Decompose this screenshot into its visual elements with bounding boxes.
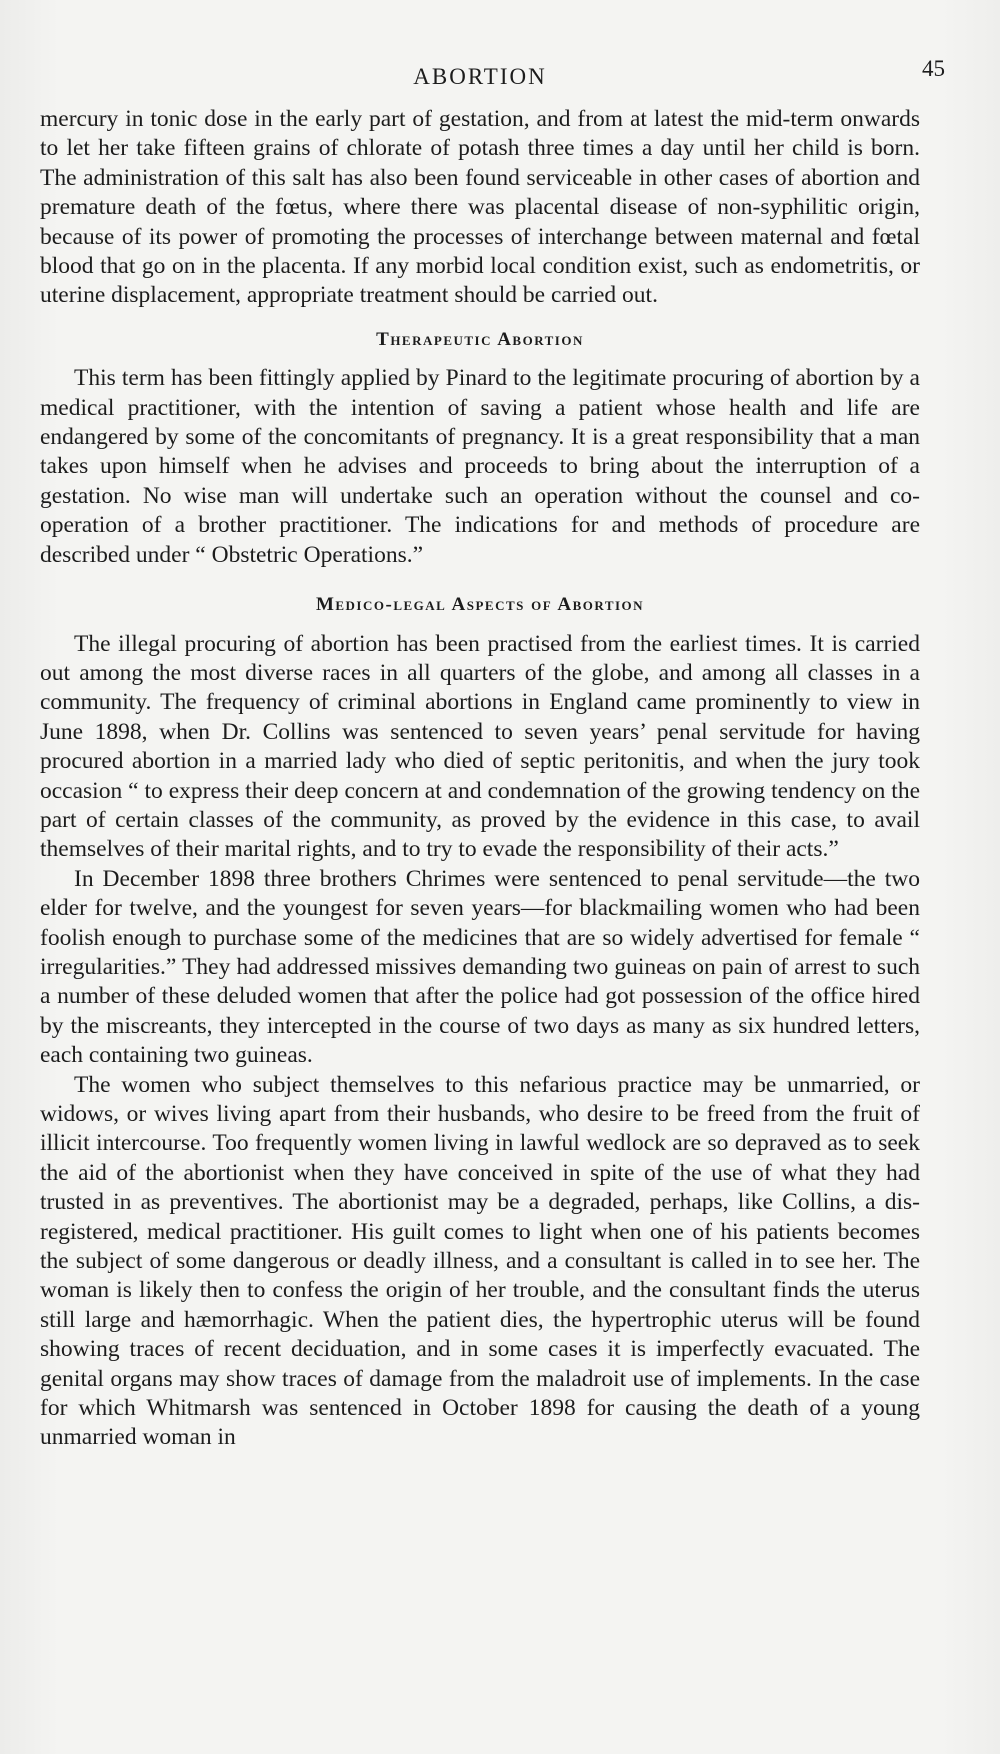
- section-heading-medico-legal-aspects: Medico-legal Aspects of Abortion: [315, 594, 645, 616]
- paragraph-abortionist-practice: The women who subject themselves to this nefarious practice may be unmarried, or widows, or wives living apart from their husbands, who desire to be freed from the fruit of illicit intercourse. Too frequently women living in lawful wedlock are so depraved as to seek the aid of the abortionist when they have conceived in spite of the use of what they had trusted in as preventives. The abortionist may be a degraded, perhaps, like Collins, a dis-registered, medical practitioner. His guilt comes to light when one of his patients becomes the subject of some dangerous or deadly illness, and a consultant is called in to see her. The woman is likely then to confess the origin of her trouble, and the consultant finds the uterus still large and hæmorrhagic. When the patient dies, the hypertrophic uterus will be found showing traces of recent deciduation, and in some cases it is imperfectly evacuated. The genital organs may show traces of damage from the maladroit use of implements. In the case for which Whitmarsh was sentenced in October 1898 for causing the death of a young unmarried woman in: [40, 1071, 920, 1451]
- paragraph-illegal-procuring: The illegal procuring of abortion has been practised from the earliest times. It is carried out among the most diverse races in all quarters of the globe, and among all classes in a community. The frequency of criminal abortions in England came prominently to view in June 1898, when Dr. Collins was sentenced to seven years’ penal servitude for having procured abortion in a married lady who died of septic peritonitis, and when the jury took occasion “ to express their deep concern at and condemnation of the growing tendency on the part of certain classes of the community, as proved by the evidence in this case, to avail themselves of their marital rights, and to try to evade the responsibility of their acts.”: [40, 630, 920, 863]
- paragraph-chrimes-case: In December 1898 three brothers Chrimes were sentenced to penal servitude—the two elder for twelve, and the youngest for seven years—for blackmailing women who had been foolish enough to purchase some of the medicines that are so widely advertised for female “ irregularities.” They had addressed missives demanding two guineas on pain of arrest to such a number of these deluded women that after the police had got possession of the office hired by the miscreants, they intercepted in the course of two days as many as six hundred letters, each containing two guineas.: [40, 865, 920, 1069]
- section-heading-therapeutic-abortion: Therapeutic Abortion: [376, 328, 584, 350]
- paragraph-continued: mercury in tonic dose in the early part of gestation, and from at latest the mid-term onwards to let her take fifteen grains of chlorate of potash three times a day until her child is born. The administration of this salt has also been found serviceable in other cases of abortion and premature death of the fœtus, where there was placental disease of non-syphilitic origin, because of its power of promoting the processes of interchange between maternal and fœtal blood that go on in the placenta. If any morbid local condition exist, such as endometritis, or uterine displacement, appropriate treatment should be carried out.: [40, 106, 920, 309]
- paragraph-therapeutic-abortion: This term has been fittingly applied by Pinard to the legitimate procuring of abortion by a medical practitioner, with the intention of saving a patient whose health and life are endangered by some of the concomitants of pregnancy. It is a great responsibility that a man takes upon himself when he advises and proceeds to bring about the interruption of a gestation. No wise man will undertake such an operation without the counsel and co-operation of a brother practitioner. The indications for and methods of procedure are described under “ Obstetric Operations.”: [40, 365, 920, 568]
- running-title: ABORTION: [413, 64, 547, 89]
- body-text: [40, 105, 920, 1453]
- page-number: 45: [922, 56, 945, 81]
- running-header: [40, 0, 945, 105]
